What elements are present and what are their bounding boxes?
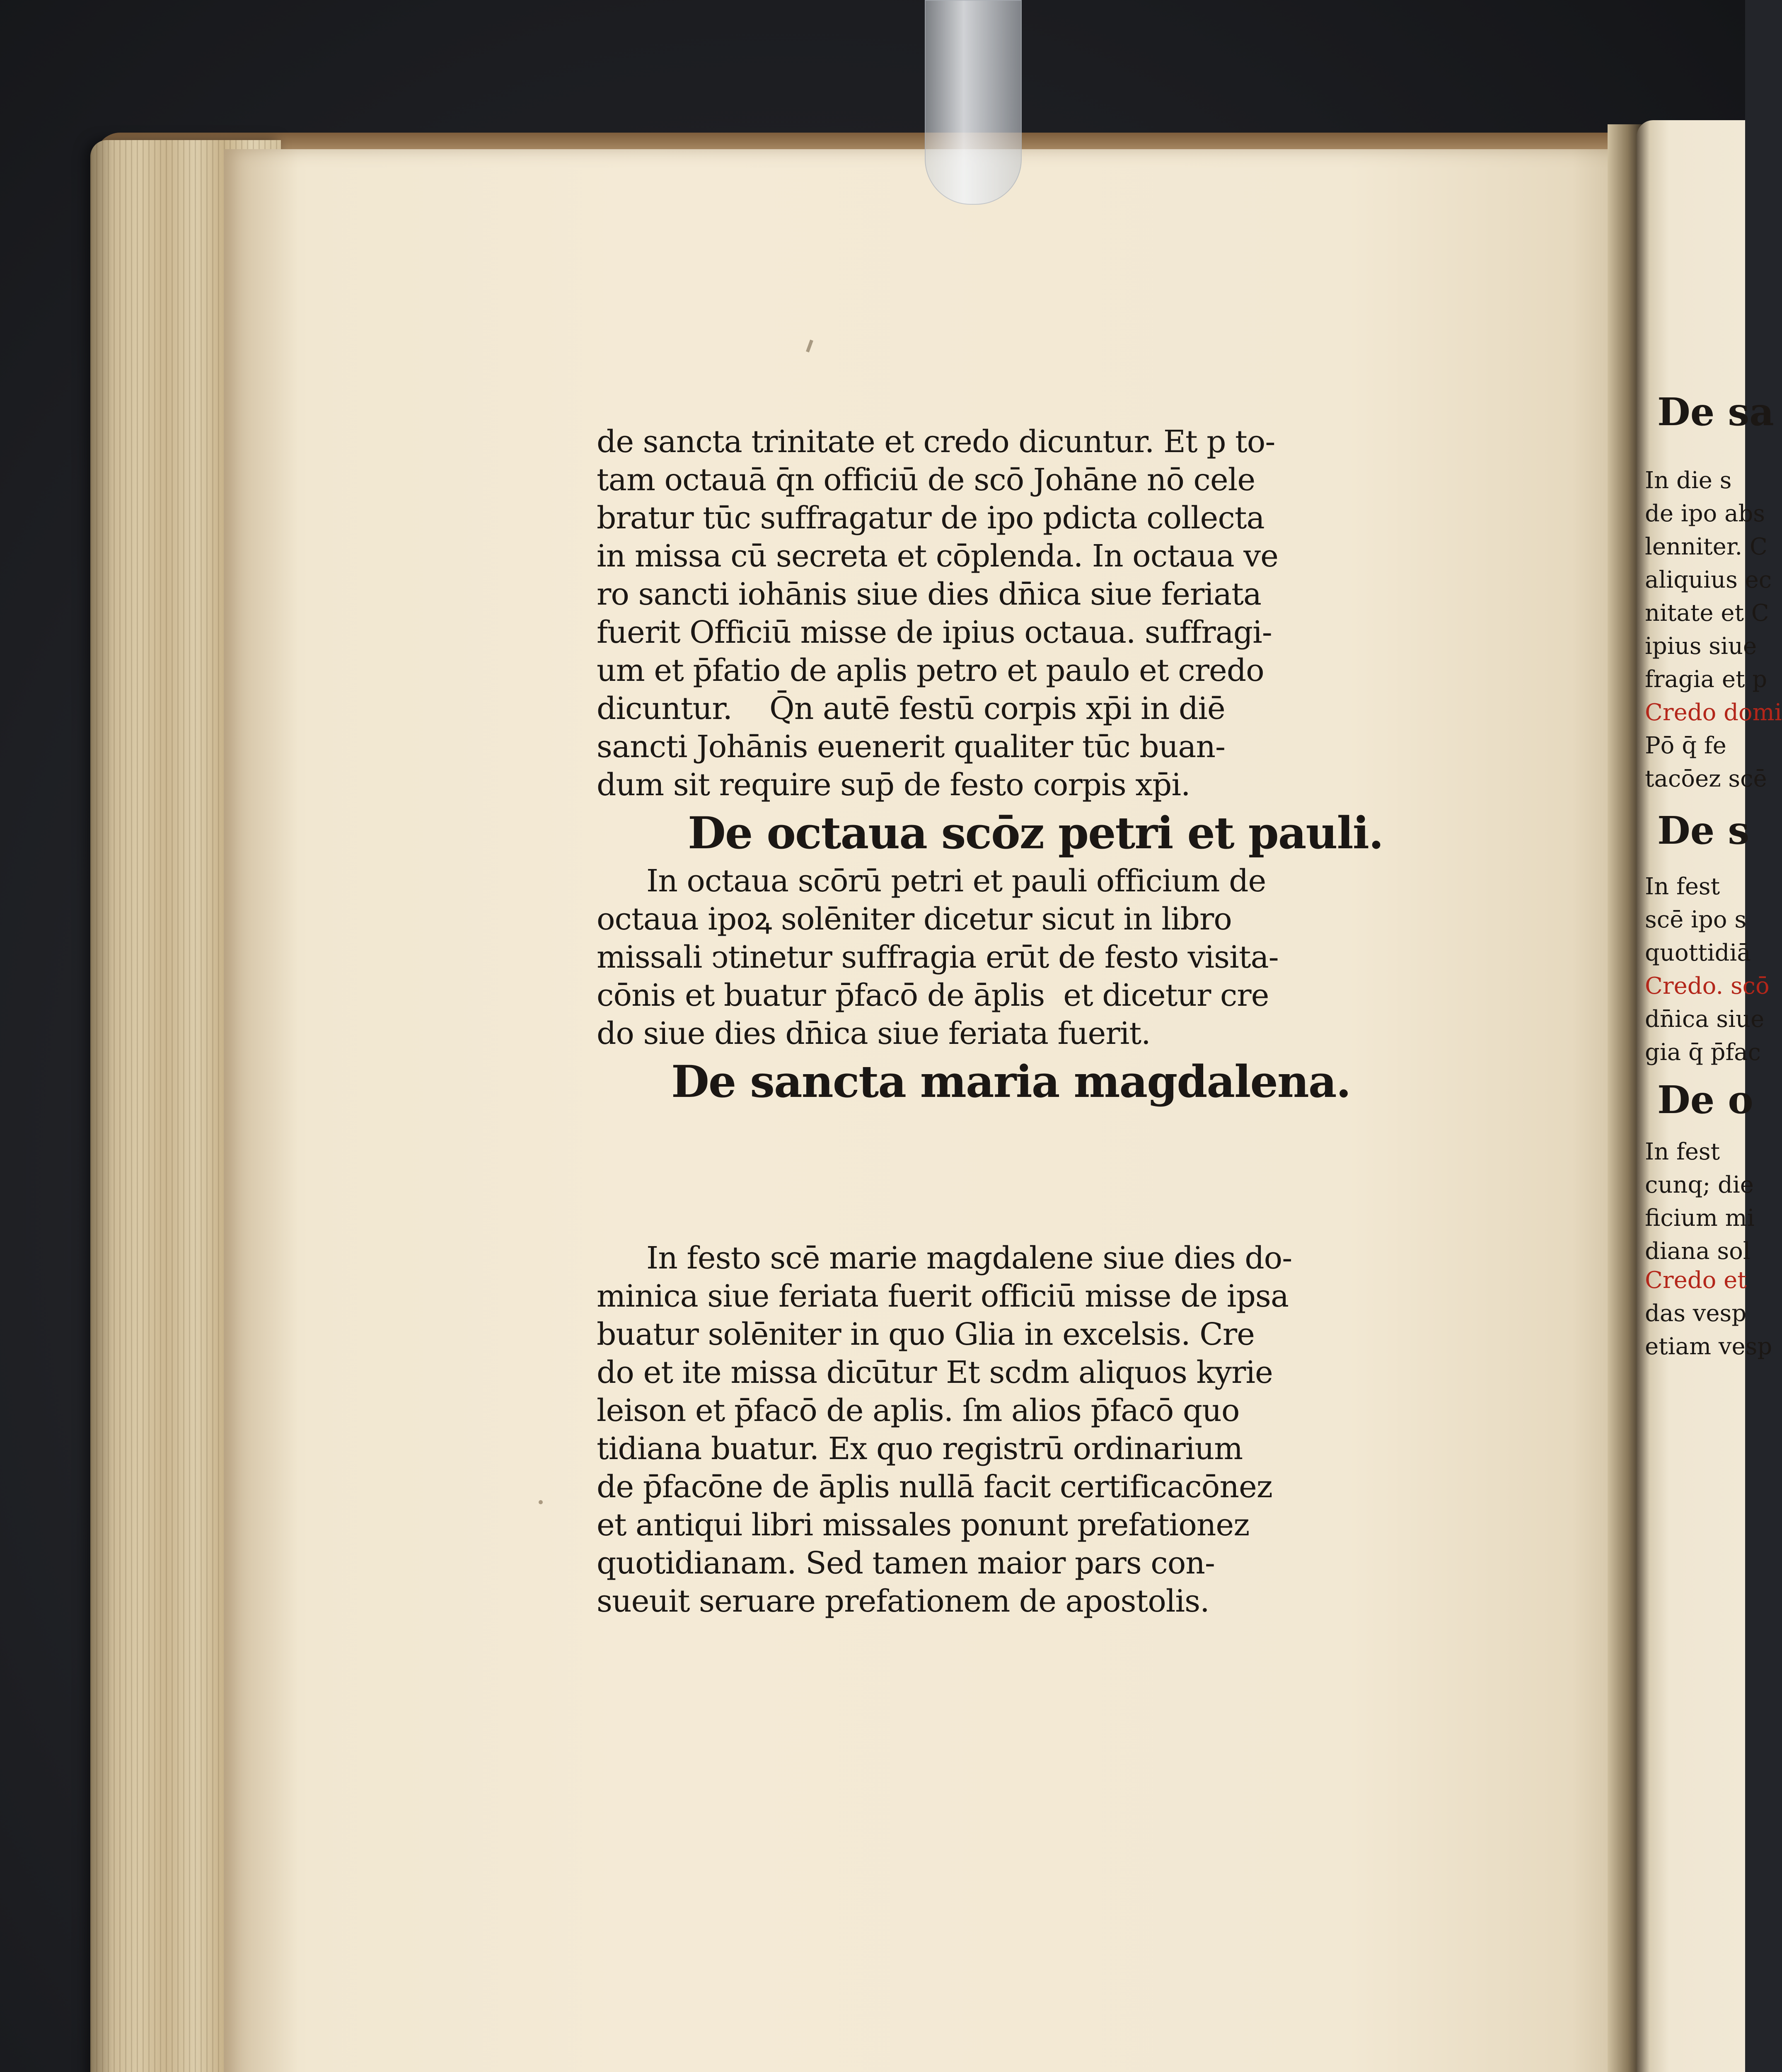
- text-line: lenniter. C: [1645, 533, 1767, 560]
- text-line: de ipo abs: [1645, 500, 1765, 527]
- text-line: fragia et p: [1645, 666, 1767, 693]
- text-line: dum sit require sup̄ de festo corpis xp̄i.: [597, 767, 1190, 803]
- text-line: do siue dies dn̄ica siue feriata fuerit.: [597, 1016, 1151, 1051]
- text-line: tacōez scē: [1645, 765, 1767, 792]
- text-line: etiam vesp: [1645, 1333, 1772, 1360]
- paper-speck: [539, 1500, 543, 1504]
- text-line: In festo scē marie magdalene siue dies do-: [646, 1240, 1292, 1276]
- right-page-text: [1645, 390, 1782, 1265]
- text-line: ipius siue: [1645, 633, 1757, 660]
- text-line: In fest: [1645, 873, 1720, 900]
- text-line: et antiqui libri missales ponunt prefationez: [597, 1507, 1250, 1543]
- text-line: dicuntur. Q̄n autē festū corpis xp̄i in diē: [597, 691, 1225, 726]
- section-heading: De o: [1657, 1077, 1753, 1122]
- text-line: das vesp: [1645, 1300, 1747, 1327]
- text-block: [597, 423, 1421, 1181]
- text-line: de p̄facōne de āplis nullā facit certificacōnez: [597, 1469, 1272, 1505]
- text-line: In fest: [1645, 1138, 1720, 1165]
- text-line: leison et p̄facō de aplis. ſm alios p̄facō quo: [597, 1393, 1240, 1428]
- section-heading: De sancta maria magdalena.: [671, 1055, 1351, 1107]
- text-line: do et ite missa dicūtur Et scdm aliquos kyrie: [597, 1355, 1273, 1390]
- text-line: cunq; die: [1645, 1172, 1754, 1198]
- text-line: missali ↄtinetur suffragia erūt de festo visita-: [597, 939, 1279, 975]
- text-line: sancti Johānis euenerit qualiter tūc buan-: [597, 729, 1226, 765]
- text-line: tam octauā q̄n officiū de scō Johāne nō cele: [597, 462, 1255, 498]
- book-support-clip-top: [925, 0, 1022, 205]
- text-line: diana sol: [1645, 1238, 1751, 1265]
- text-line: cōnis et buatur p̄facō de āplis et dicetur cre: [597, 978, 1269, 1013]
- text-line: gia q̄ p̄fac: [1645, 1039, 1761, 1066]
- text-line: buatur solēniter in quo Glia in excelsis. Cre: [597, 1317, 1255, 1352]
- text-line: Credo. scō: [1645, 973, 1770, 1000]
- text-line: scē ipo s: [1645, 906, 1747, 933]
- text-line: quottidiā: [1645, 939, 1751, 966]
- text-line: nitate et C: [1645, 600, 1769, 627]
- text-line: In die s: [1645, 467, 1732, 494]
- text-line: ficium mi: [1645, 1205, 1755, 1232]
- text-line: in missa cū secreta et cōplenda. In octaua ve: [597, 538, 1278, 574]
- right-page-text-lower: [1645, 1264, 1772, 1380]
- text-line: Pō q̄ fe: [1645, 732, 1726, 759]
- section-heading: De s: [1657, 808, 1750, 853]
- text-line: tidiana buatur. Ex quo registrū ordinarium: [597, 1431, 1243, 1467]
- text-line: aliquius ec: [1645, 566, 1772, 593]
- text-line: Credo domi: [1645, 699, 1782, 726]
- text-line: fuerit Officiū misse de ipius octaua. suffragi-: [597, 615, 1272, 650]
- text-line: ro sancti iohānis siue dies dn̄ica siue feriata: [597, 576, 1261, 612]
- text-block-lower: [597, 1239, 1421, 1728]
- text-line: dn̄ica siue: [1645, 1006, 1765, 1033]
- text-line: bratur tūc suffragatur de ipo pdicta collecta: [597, 500, 1265, 536]
- text-line: minica siue feriata fuerit officiū misse de ipsa: [597, 1278, 1289, 1314]
- text-line: quotidianam. Sed tamen maior pars con-: [597, 1545, 1215, 1581]
- section-heading: De octaua scōz petri et pauli.: [688, 807, 1383, 859]
- text-line: Credo et: [1645, 1267, 1747, 1294]
- text-line: um et p̄fatio de aplis petro et paulo et credo: [597, 653, 1264, 688]
- text-line: sueuit seruare prefationem de apostolis.: [597, 1583, 1209, 1619]
- text-line: de sancta trinitate et credo dicuntur. Et p to-: [597, 424, 1275, 460]
- text-line: In octaua scōrū petri et pauli officium de: [646, 863, 1266, 899]
- text-line: octaua ipoꝝ solēniter dicetur sicut in libro: [597, 901, 1232, 937]
- section-heading: De sa: [1657, 390, 1774, 434]
